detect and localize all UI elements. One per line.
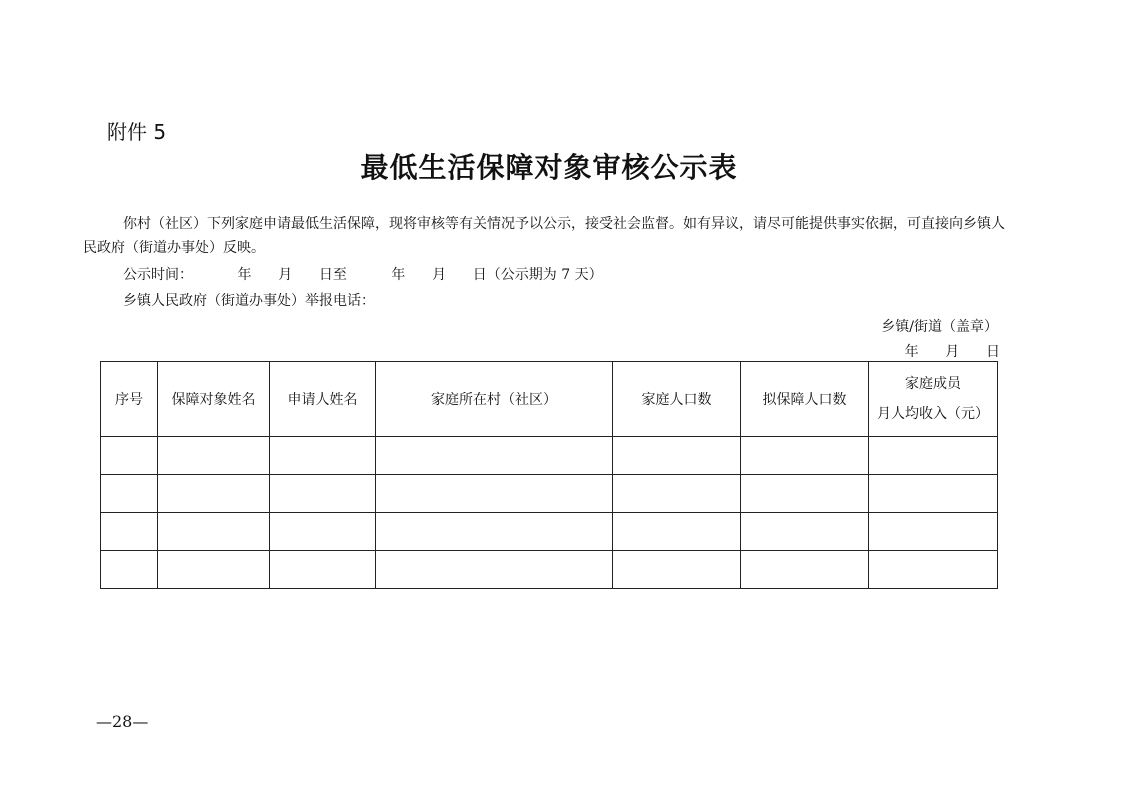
table-header-row — [101, 362, 998, 437]
table-cell — [376, 437, 613, 475]
publicity-time-line: 公示时间： 年 月 日至 年 月 日（公示期为 7 天） — [123, 267, 603, 283]
table-cell — [158, 475, 270, 513]
table-cell — [101, 513, 158, 551]
header-applicant-name: 申请人姓名 — [270, 362, 376, 437]
table-cell — [869, 551, 998, 589]
sign-date-line: 年 月 日 — [904, 344, 1000, 360]
report-phone-line: 乡镇人民政府（街道办事处）举报电话： — [123, 293, 375, 309]
table-cell — [613, 437, 741, 475]
notice-table — [100, 361, 998, 589]
header-subject-name: 保障对象姓名 — [158, 362, 270, 437]
table-row — [101, 437, 998, 475]
table-cell — [270, 437, 376, 475]
table-cell — [613, 513, 741, 551]
table-cell — [741, 551, 869, 589]
table-cell — [158, 513, 270, 551]
table-cell — [741, 475, 869, 513]
table-cell — [869, 513, 998, 551]
table-cell — [376, 551, 613, 589]
table-cell — [613, 551, 741, 589]
table-cell — [101, 551, 158, 589]
notice-paragraph: 你村（社区）下列家庭申请最低生活保障，现将审核等有关情况予以公示，接受社会监督。如有异议，请尽可能提供事实依据，可直接向乡镇人民政府（街道办事处）反映。 — [83, 216, 1005, 256]
table-cell — [613, 475, 741, 513]
table-cell — [101, 475, 158, 513]
header-seq: 序号 — [101, 362, 158, 437]
table-row — [101, 513, 998, 551]
header-household-size: 家庭人口数 — [613, 362, 741, 437]
header-monthly-income — [869, 362, 998, 437]
table-cell — [869, 437, 998, 475]
header-covered-count: 拟保障人口数 — [741, 362, 869, 437]
page-number: —28— — [96, 712, 149, 731]
table-cell — [869, 475, 998, 513]
page-title: 最低生活保障对象审核公示表 — [360, 151, 738, 184]
table-cell — [270, 513, 376, 551]
table-cell — [741, 513, 869, 551]
table-cell — [158, 551, 270, 589]
table-row — [101, 551, 998, 589]
header-village: 家庭所在村（社区） — [376, 362, 613, 437]
seal-line: 乡镇/街道（盖章） — [881, 319, 998, 335]
table-cell — [270, 475, 376, 513]
table-cell — [158, 437, 270, 475]
table-cell — [101, 437, 158, 475]
attachment-label: 附件 5 — [107, 120, 167, 144]
table-cell — [376, 475, 613, 513]
header-income-line1: 家庭成员 — [905, 376, 961, 392]
table-cell — [376, 513, 613, 551]
table-row — [101, 475, 998, 513]
table-cell — [741, 437, 869, 475]
header-income-line2: 月人均收入（元） — [877, 406, 989, 422]
table-cell — [270, 551, 376, 589]
